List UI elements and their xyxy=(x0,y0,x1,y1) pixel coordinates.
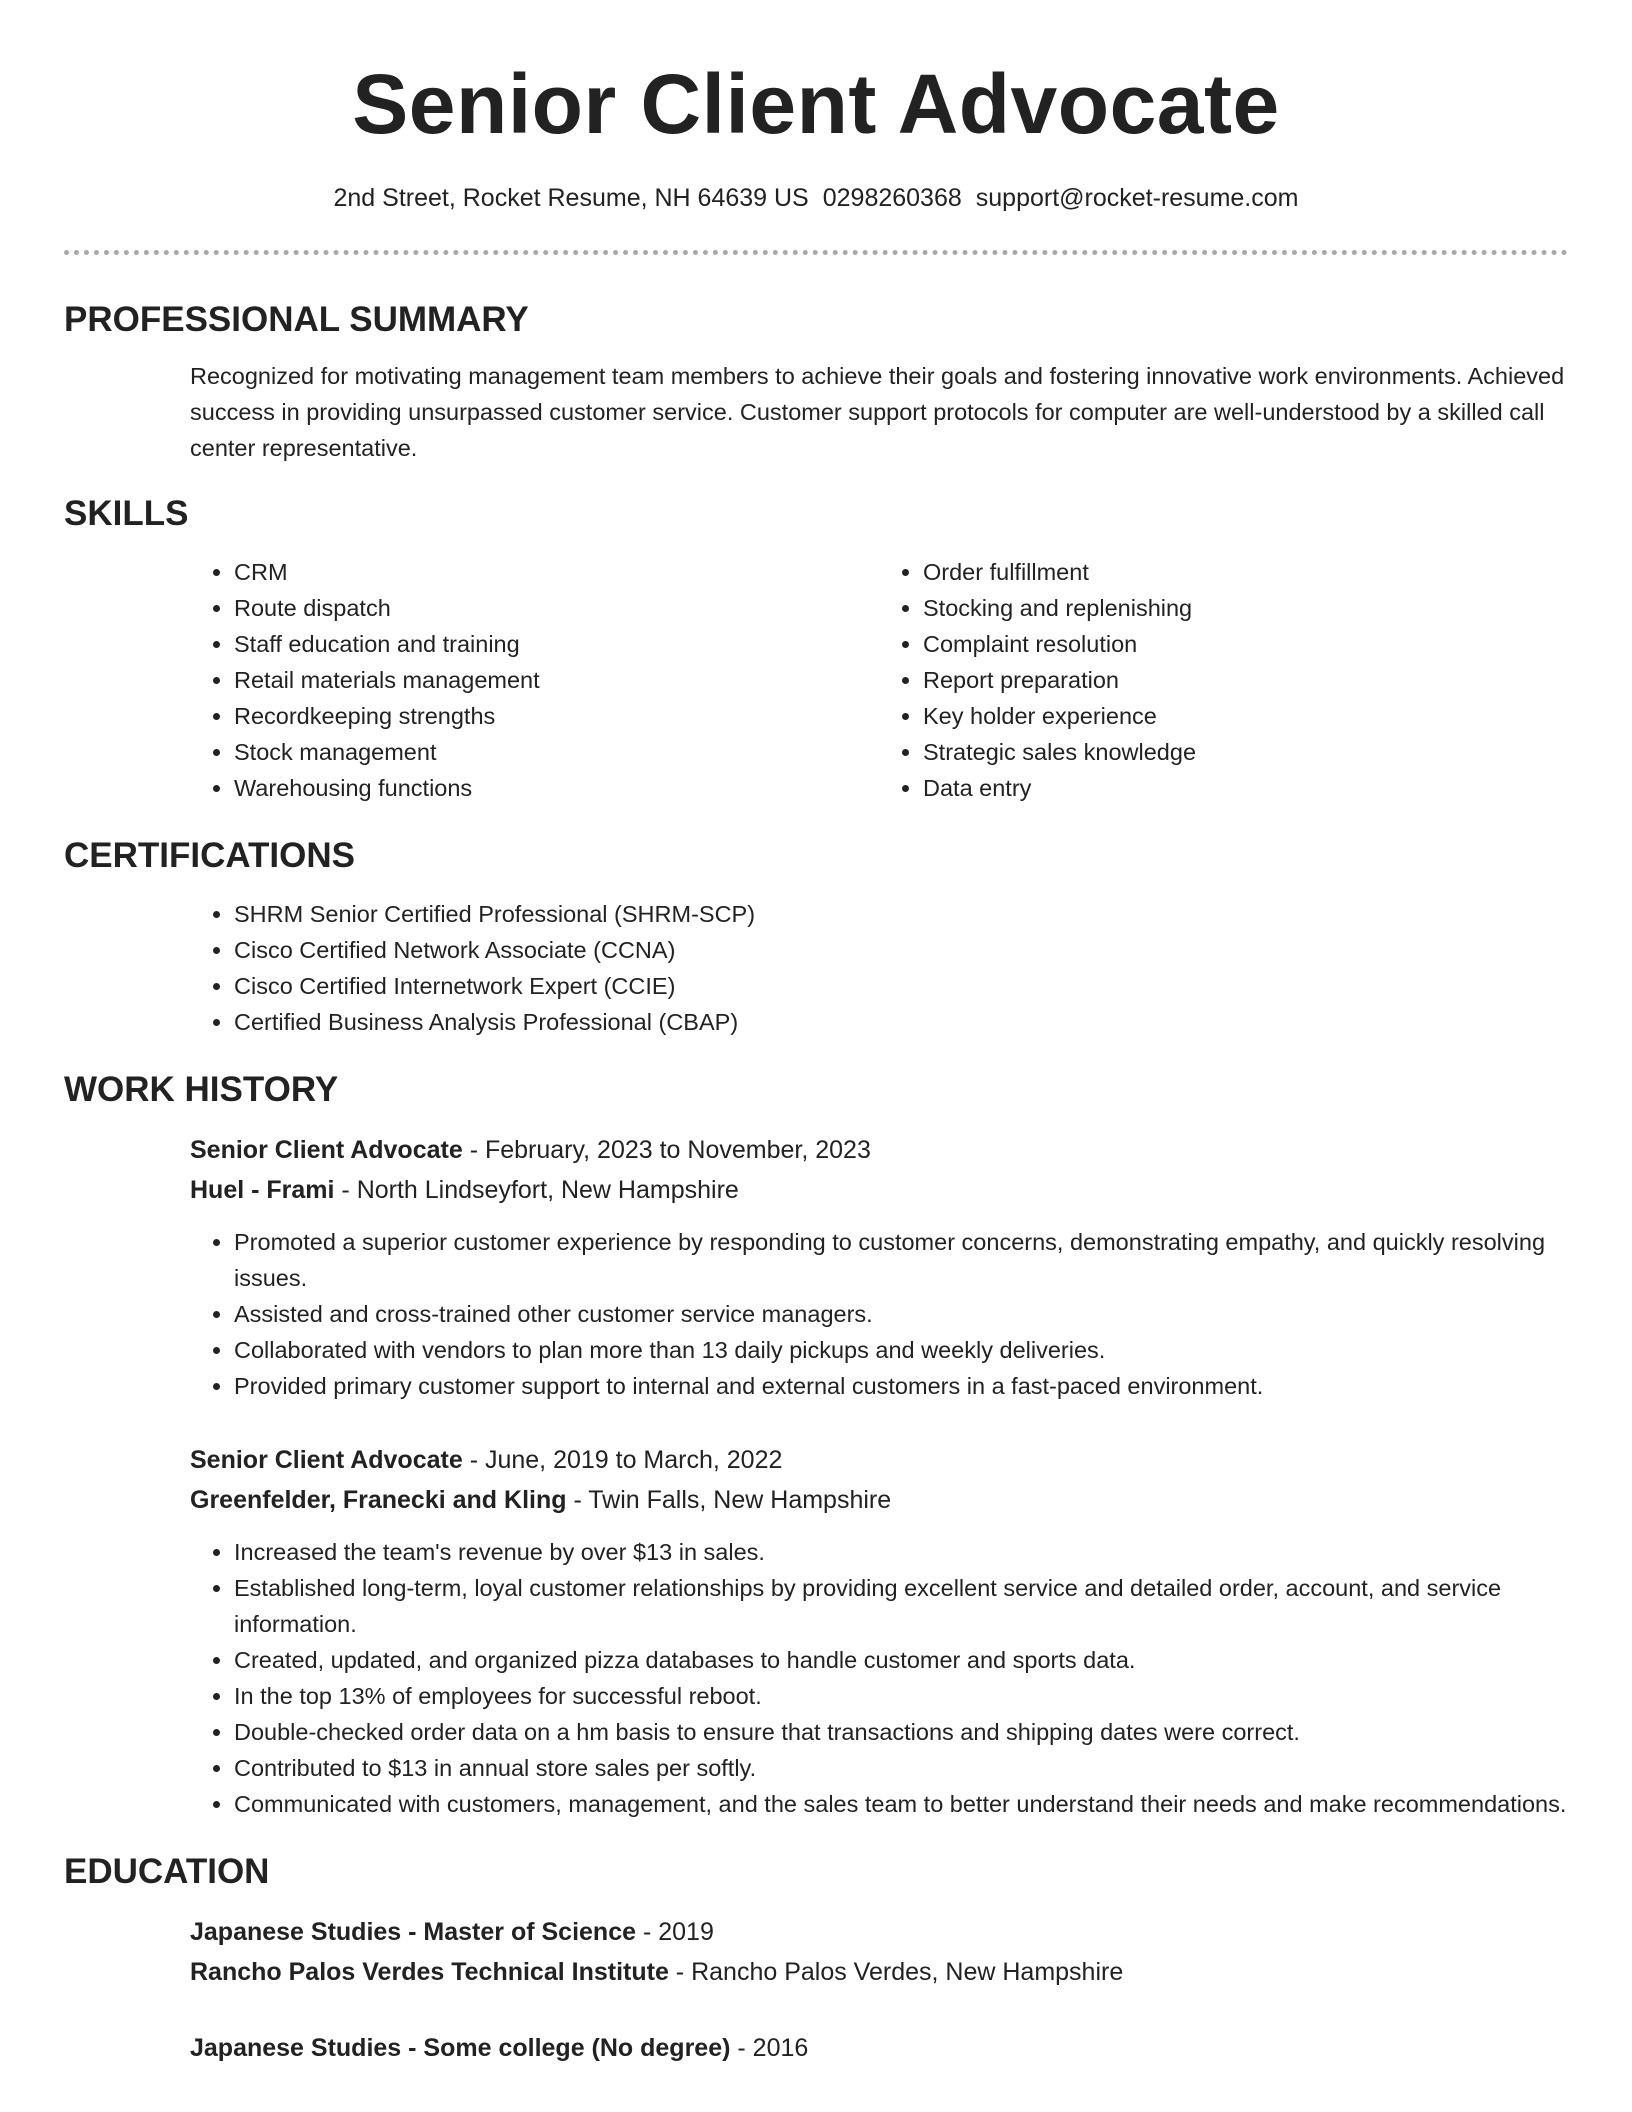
skill-item: • Key holder experience xyxy=(923,698,1568,734)
job-bullet: • Established long-term, loyal customer relationships by providing excellent service and detailed order, account, and service information. xyxy=(234,1570,1568,1642)
education-title: EDUCATION xyxy=(64,1852,270,1891)
job-entry xyxy=(190,1440,1568,1822)
job-role: Senior Client Advocate xyxy=(190,1136,463,1164)
job-bullet: • Contributed to $13 in annual store sales per softly. xyxy=(234,1750,1568,1786)
education-section xyxy=(64,1848,1568,2068)
job-company: Greenfelder, Franecki and Kling xyxy=(190,1486,567,1514)
job-dates: - February, 2023 to November, 2023 xyxy=(462,1136,871,1164)
skill-item: • Strategic sales knowledge xyxy=(923,734,1568,770)
header-divider xyxy=(64,250,1568,255)
certification-item: • Certified Business Analysis Professional (CBAP) xyxy=(234,1004,1568,1040)
candidate-name: Senior Client Advocate xyxy=(352,57,1280,151)
job-location: - North Lindseyfort, New Hampshire xyxy=(334,1176,739,1204)
job-location: - Twin Falls, New Hampshire xyxy=(566,1486,892,1514)
education-school: Rancho Palos Verdes Technical Institute xyxy=(190,1958,669,1986)
education-degree: Japanese Studies - Master of Science xyxy=(190,1918,637,1946)
contact-line xyxy=(0,180,1632,216)
skill-item: • Recordkeeping strengths xyxy=(234,698,879,734)
job-company-line xyxy=(190,1170,1568,1210)
education-year: - 2016 xyxy=(730,2034,809,2062)
job-title-line xyxy=(190,1130,1568,1170)
skill-item: • Stocking and replenishing xyxy=(923,590,1568,626)
skill-item: • Staff education and training xyxy=(234,626,879,662)
education-degree-line xyxy=(190,1912,1568,1952)
skills-section xyxy=(64,490,1568,806)
education-degree: Japanese Studies - Some college (No degree) xyxy=(190,2034,731,2062)
job-title-line xyxy=(190,1440,1568,1480)
summary-title: PROFESSIONAL SUMMARY xyxy=(64,300,529,339)
job-bullet: • Double-checked order data on a hm basis to ensure that transactions and shipping dates were correct. xyxy=(234,1714,1568,1750)
education-location: - Rancho Palos Verdes, New Hampshire xyxy=(668,1958,1124,1986)
job-bullet: • Assisted and cross-trained other customer service managers. xyxy=(234,1296,1568,1332)
job-bullets xyxy=(190,1224,1568,1404)
skill-item: • Report preparation xyxy=(923,662,1568,698)
skill-item: • Data entry xyxy=(923,770,1568,806)
work-history-section xyxy=(64,1066,1568,1822)
skills-list-right xyxy=(879,554,1568,806)
skill-item: • Warehousing functions xyxy=(234,770,879,806)
job-bullet: • Collaborated with vendors to plan more than 13 daily pickups and weekly deliveries. xyxy=(234,1332,1568,1368)
job-bullet: • Communicated with customers, management, and the sales team to better understand their needs and make recommendations. xyxy=(234,1786,1568,1822)
job-bullet: • In the top 13% of employees for successful reboot. xyxy=(234,1678,1568,1714)
certifications-body xyxy=(190,896,1568,1040)
job-company-line xyxy=(190,1480,1568,1520)
education-entry xyxy=(190,1912,1568,1992)
skill-item: • Route dispatch xyxy=(234,590,879,626)
skill-item: • Stock management xyxy=(234,734,879,770)
job-role: Senior Client Advocate xyxy=(190,1446,463,1474)
job-bullets xyxy=(190,1534,1568,1822)
certifications-section xyxy=(64,832,1568,1040)
job-company: Huel - Frami xyxy=(190,1176,335,1204)
certification-item: • SHRM Senior Certified Professional (SHRM-SCP) xyxy=(234,896,1568,932)
skills-columns xyxy=(190,554,1568,806)
skills-title: SKILLS xyxy=(64,494,189,533)
certifications-list xyxy=(190,896,1568,1040)
job-dates: - June, 2019 to March, 2022 xyxy=(462,1446,783,1474)
job-bullet: • Created, updated, and organized pizza databases to handle customer and sports data. xyxy=(234,1642,1568,1678)
job-bullet: • Provided primary customer support to internal and external customers in a fast-paced environment. xyxy=(234,1368,1568,1404)
skill-item: • Order fulfillment xyxy=(923,554,1568,590)
education-entry xyxy=(190,2028,1568,2068)
job-bullet: • Promoted a superior customer experience by responding to customer concerns, demonstrating empathy, and quickly resolving issues. xyxy=(234,1224,1568,1296)
skill-item: • Retail materials management xyxy=(234,662,879,698)
certifications-title: CERTIFICATIONS xyxy=(64,836,356,875)
skills-list-left xyxy=(190,554,879,806)
job-entry xyxy=(190,1130,1568,1404)
education-degree-line xyxy=(190,2028,1568,2068)
summary-text: Recognized for motivating management team members to achieve their goals and fostering innovative work environments. Achieved success in providing unsurpassed customer service. Customer support protocols for computer are well-understood by a skilled call center representative. xyxy=(190,363,1565,461)
skill-item: • Complaint resolution xyxy=(923,626,1568,662)
contact-address: 2nd Street, Rocket Resume, NH 64639 US xyxy=(333,184,809,212)
contact-phone: 0298260368 xyxy=(822,184,962,212)
certification-item: • Cisco Certified Network Associate (CCNA) xyxy=(234,932,1568,968)
education-year: - 2019 xyxy=(636,1918,714,1946)
work-history-title: WORK HISTORY xyxy=(64,1070,339,1109)
education-school-line xyxy=(190,1952,1568,1992)
summary-section xyxy=(64,296,1568,466)
skill-item: • CRM xyxy=(234,554,879,590)
certification-item: • Cisco Certified Internetwork Expert (CCIE) xyxy=(234,968,1568,1004)
contact-email: support@rocket-resume.com xyxy=(975,184,1299,212)
resume-content xyxy=(64,296,1568,2068)
job-bullet: • Increased the team's revenue by over $13 in sales. xyxy=(234,1534,1568,1570)
